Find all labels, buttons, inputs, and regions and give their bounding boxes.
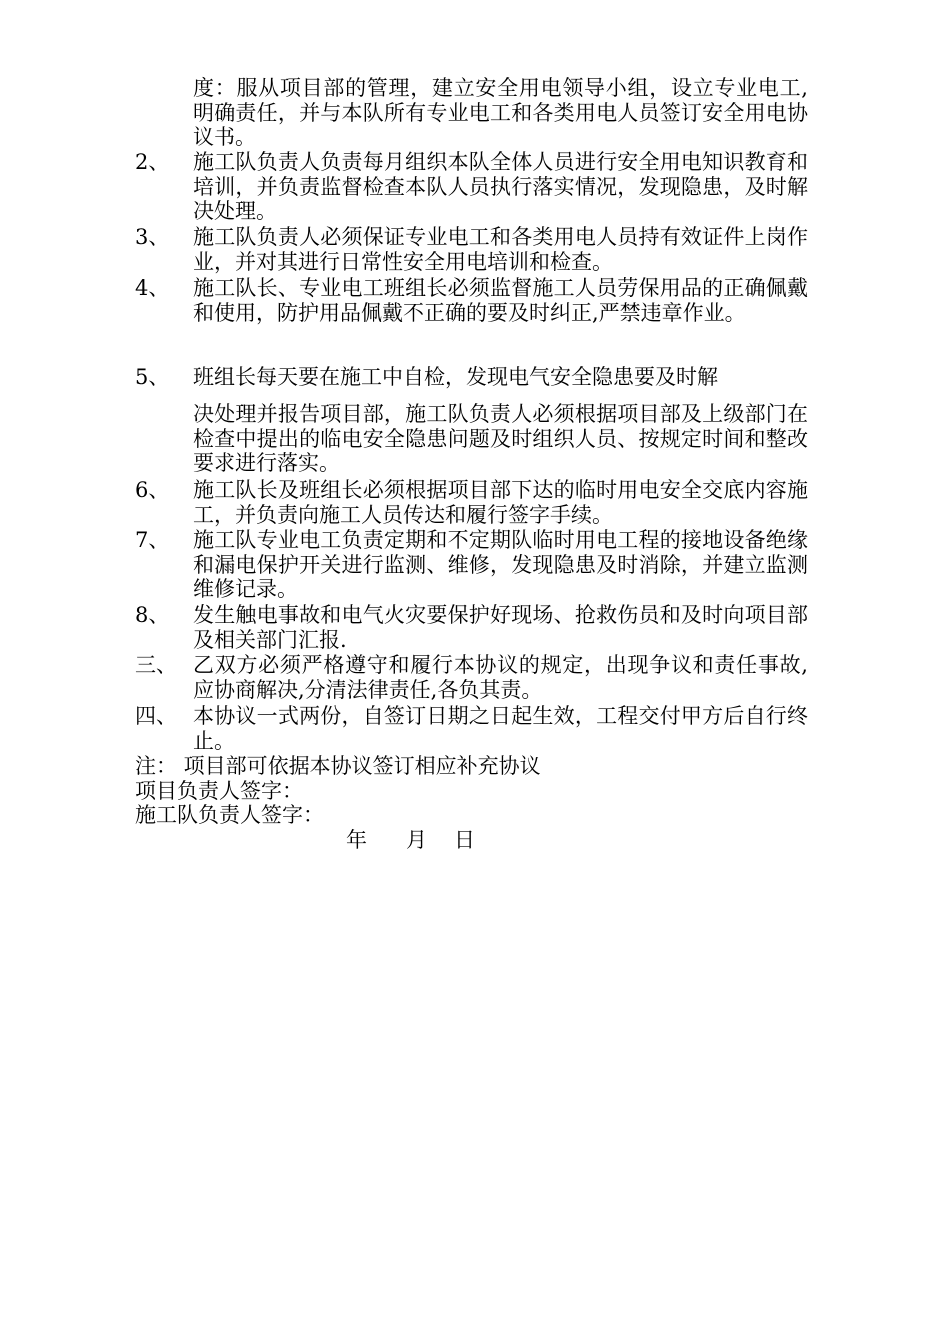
note-line: 注： 项目部可依据本协议签订相应补充协议 [135,754,541,778]
clause-number: 6、 [135,478,170,502]
section-number: 四、 [135,704,177,728]
date-year: 年 [346,828,367,852]
clause-text: 发生触电事故和电气火灾要保护好现场、抢救伤员和及时向项目部及相关部门汇报. [193,603,808,652]
clause-text: 施工队长及班组长必须根据项目部下达的临时用电安全交底内容施工，并负责向施工人员传达和履行签字手续。 [193,478,808,527]
date-month: 月 [406,828,427,852]
clause-number: 2、 [135,150,170,174]
section-number: 三、 [135,653,177,677]
team-leader-signature-label: 施工队负责人签字： [135,803,324,827]
clause-number: 3、 [135,225,170,249]
clause-text: 施工队负责人必须保证专业电工和各类用电人员持有效证件上岗作业，并对其进行日常性安全用电培训和检查。 [193,225,808,274]
clause-text: 施工队长、专业电工班组长必须监督施工人员劳保用品的正确佩戴和使用，防护用品佩戴不正确的要及时纠正,严禁违章作业。 [193,276,808,325]
section-text: 本协议一式两份，自签订日期之日起生效，工程交付甲方后自行终止。 [193,704,808,753]
clause-text: 施工队专业电工负责定期和不定期队临时用电工程的接地设备绝缘和漏电保护开关进行监测、维修，发现隐患及时消除，并建立监测维修记录。 [193,528,808,602]
date-day: 日 [454,828,475,852]
project-leader-signature-label: 项目负责人签字： [135,779,303,803]
clause-number: 7、 [135,528,170,552]
clause-text: 决处理并报告项目部，施工队负责人必须根据项目部及上级部门在检查中提出的临电安全隐患问题及时组织人员、按规定时间和整改要求进行落实。 [193,402,808,476]
date-line [0,828,950,854]
clause-number: 8、 [135,603,170,627]
section-text: 乙双方必须严格遵守和履行本协议的规定，出现争议和责任事故,应协商解决,分清法律责任,各负其责。 [193,653,808,702]
clause-text: 度：服从项目部的管理，建立安全用电领导小组，设立专业电工,明确责任，并与本队所有专业电工和各类用电人员签订安全用电协议书。 [193,76,808,150]
clause-number: 5、 [135,365,170,389]
clause-text: 班组长每天要在施工中自检，发现电气安全隐患要及时解 [193,365,718,389]
clause-number: 4、 [135,276,170,300]
clause-text: 施工队负责人负责每月组织本队全体人员进行安全用电知识教育和培训，并负责监督检查本队人员执行落实情况，发现隐患，及时解决处理。 [193,150,808,224]
